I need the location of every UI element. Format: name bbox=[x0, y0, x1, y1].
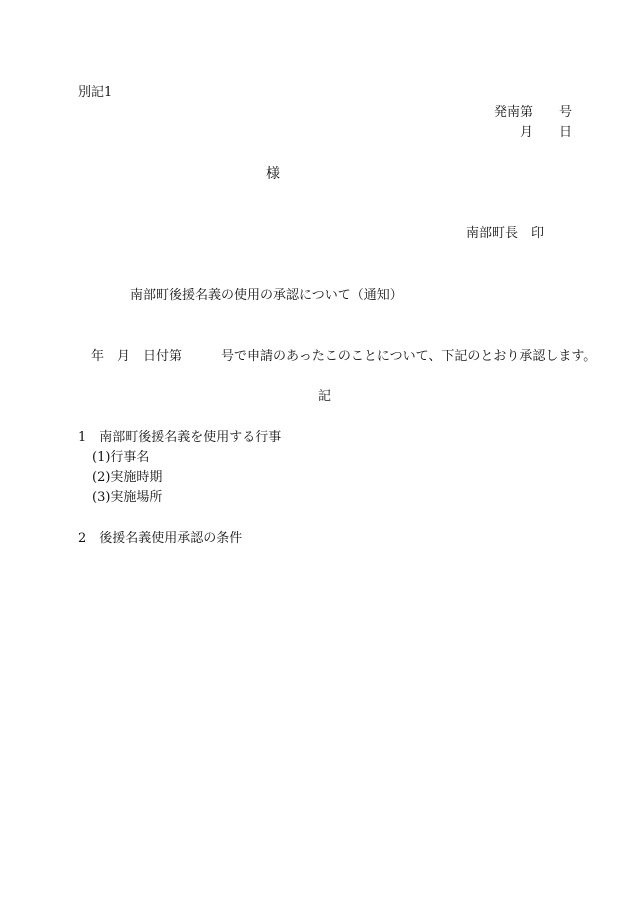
item-1-heading: 1 南部町後援名義を使用する行事 bbox=[78, 430, 282, 445]
document-title: 南部町後援名義の使用の承認について（通知） bbox=[130, 288, 403, 303]
addressee: 様 bbox=[266, 166, 280, 182]
item-1-sub-3: (3)実施場所 bbox=[92, 490, 163, 505]
ki-heading: 記 bbox=[318, 389, 332, 404]
item-2-heading: 2 後援名義使用承認の条件 bbox=[78, 531, 243, 546]
body-paragraph: 年 月 日付第 号で申請のあったこのことについて、下記のとおり承認します。 bbox=[91, 349, 597, 364]
issue-date: 月 日 bbox=[519, 125, 572, 140]
document-number: 発南第 号 bbox=[493, 105, 572, 120]
item-1-sub-2: (2)実施時期 bbox=[92, 470, 163, 485]
item-1-sub-1: (1)行事名 bbox=[92, 450, 150, 465]
annex-label: 別記1 bbox=[78, 85, 113, 100]
sender-name: 南部町長 印 bbox=[465, 226, 544, 241]
